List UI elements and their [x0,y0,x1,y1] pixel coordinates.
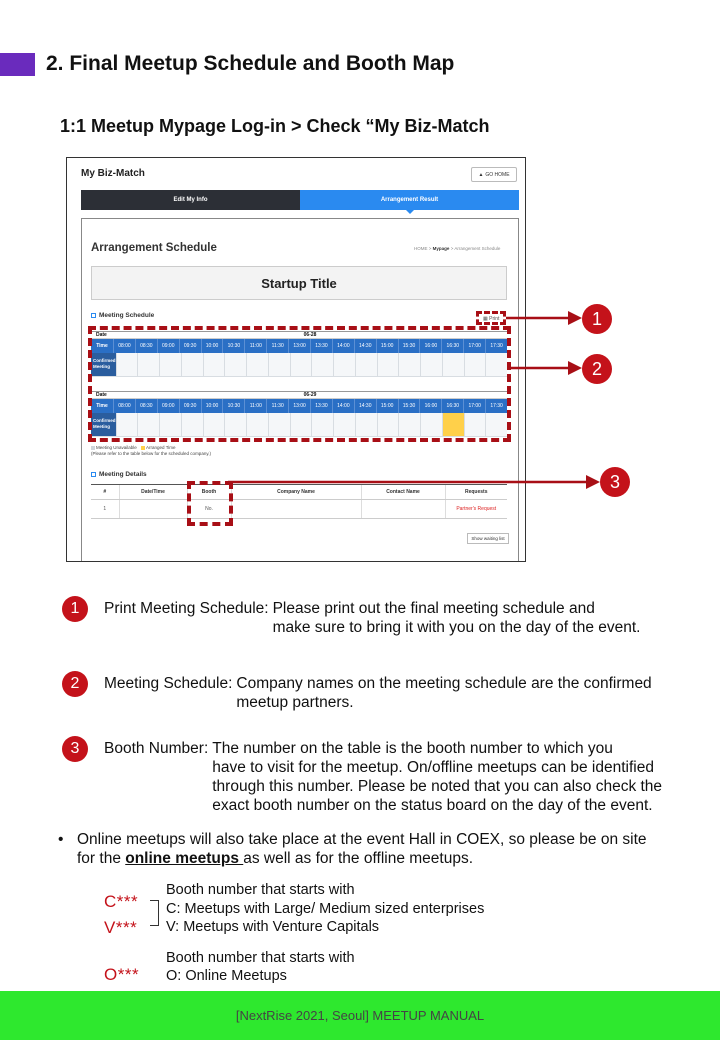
col-booth: Booth [187,485,231,500]
bullet-line-1: Online meetups will also take place at the event Hall in COEX, so please be on site [77,831,647,848]
date-label: Date [96,392,107,398]
arrangement-heading: Arrangement Schedule [91,242,217,254]
callout-3: 3 [600,467,630,497]
time-slot-header: 10:00 [201,339,223,353]
bullet-text: as well as for the offline meetups. [243,850,474,867]
schedule-legend [91,445,211,457]
time-slot-header: 16:00 [419,399,441,413]
booth-v-text: V: Meetups with Venture Capitals [166,919,380,935]
note-line: make sure to bring it with you on the day of the event. [272,619,641,636]
tab-edit-info[interactable]: Edit My Info [81,190,300,210]
note-key: Print Meeting Schedule: [104,600,269,617]
cell-datetime [119,500,187,519]
legend-note: (Please refer to the table below for the scheduled company.) [91,451,211,456]
time-slot-header: 11:30 [266,399,288,413]
time-slot-header: 11:00 [244,399,266,413]
print-label: Print [489,316,500,322]
time-slot-header: 14:00 [332,399,354,413]
booth-intro-2: Booth number that starts with [166,950,355,966]
time-slot-header: 10:30 [222,399,244,413]
bullet-dot: • [58,831,64,848]
go-home-button[interactable] [471,167,517,182]
square-bullet-icon [91,472,96,477]
meeting-details-table [91,484,507,519]
note-line: exact booth number on the status board on the day of the event. [212,797,653,814]
unavailable-swatch [91,446,95,450]
breadcrumb-sep: > [450,246,454,251]
note-line: Please print out the final meeting schedule and [272,600,595,617]
time-slot-header: 14:30 [354,399,376,413]
tab-arrangement-result[interactable]: Arrangement Result [300,190,519,210]
note-line: meetup partners. [236,694,354,711]
cell-booth: No. [187,500,231,519]
time-slot-header: 16:30 [441,339,463,353]
time-slot-header: 17:00 [463,399,485,413]
booth-c-text: C: Meetups with Large/ Medium sized enterprises [166,901,485,917]
print-highlight-box [476,311,506,325]
meeting-details-label: Meeting Details [99,471,147,478]
booth-intro-1: Booth number that starts with [166,882,355,898]
confirmed-meeting-label: Confirmed Meeting [91,413,116,437]
time-slot-header: 14:30 [354,339,376,353]
legend-arranged: Arranged Time [146,445,176,450]
col-datetime: Date/Time [119,485,187,500]
time-slot-header: 17:30 [485,339,507,353]
code-o: O*** [104,965,140,984]
note-line: Company names on the meeting schedule are the confirmed [236,675,652,692]
time-slot-header: 13:00 [288,399,310,413]
note-key: Booth Number: [104,740,209,757]
note-line: The number on the table is the booth number to which you [212,740,613,757]
arranged-swatch [141,446,145,450]
callout-arrowhead-3 [586,475,600,489]
col-requests: Requests [445,485,507,500]
time-slot-header: 13:00 [288,339,310,353]
time-slot-header: 09:00 [157,399,179,413]
note-line: through this number. Please be noted that you can also check the [212,778,663,795]
time-slot-header: 08:00 [113,339,135,353]
time-slot-header: 08:00 [113,399,135,413]
partner-request-link[interactable]: Partner's Request [445,500,507,519]
time-slot-header: 17:00 [463,339,485,353]
callout-arrowhead-1 [568,311,582,325]
bullet-text: for the [77,850,126,867]
note-number-1: 1 [62,596,88,622]
startup-title: Startup Title [91,266,507,300]
time-slot-header: 09:00 [157,339,179,353]
col-number: # [91,485,119,500]
meeting-schedule-heading [91,312,154,319]
cell-number: 1 [91,500,119,519]
col-company: Company Name [231,485,361,500]
time-slot-header: 08:30 [135,339,157,353]
time-slot-header: 10:30 [222,339,244,353]
cell-company [231,500,361,519]
meeting-details-heading [91,471,147,478]
time-slot-header: 16:30 [441,399,463,413]
callout-1: 1 [582,304,612,334]
schedule-highlight-box [88,326,511,442]
breadcrumb-mypage[interactable]: Mypage [432,246,450,251]
time-slot-header: 16:00 [419,339,441,353]
brand-label: My Biz-Match [81,168,145,179]
code-c: C*** [104,892,139,911]
confirmed-meeting-label: Confirmed Meeting [91,353,116,377]
booth-highlight-box [187,481,233,526]
date-value: 06-29 [303,392,317,398]
print-icon: ▦ [483,316,488,322]
sub-title: 1:1 Meetup Mypage Log-in > Check “My Biz-Match [60,116,490,136]
go-home-label: GO HOME [485,171,510,178]
time-slot-header: 17:30 [485,399,507,413]
time-label: Time [96,343,108,349]
time-slot-header: 15:00 [376,399,398,413]
time-label: Time [96,403,108,409]
col-contact: Contact Name [361,485,445,500]
time-slot-header: 13:30 [310,339,332,353]
bracket-shape [150,900,159,926]
time-slot-header: 13:30 [310,399,332,413]
time-slot-header: 10:00 [201,399,223,413]
breadcrumb-current: Arrangement Schedule [454,246,501,251]
show-waiting-list-button[interactable]: Show waiting list [467,533,509,544]
section-accent-bar [0,53,35,76]
time-slot-header: 09:30 [179,339,201,353]
note-line: have to visit for the meetup. On/offline meetups can be identified [212,759,654,776]
callout-2: 2 [582,354,612,384]
date-label: Date [96,332,107,338]
square-bullet-icon [91,313,96,318]
time-slot-header: 08:30 [135,399,157,413]
callout-arrowhead-2 [568,361,582,375]
breadcrumb-home[interactable]: HOME [414,246,428,251]
time-slot-header: 15:30 [398,399,420,413]
breadcrumb-sep: > [428,246,432,251]
online-meetups-emphasis: online meetups [125,850,244,867]
date-value: 06-28 [303,332,317,338]
note-number-3: 3 [62,736,88,762]
time-slot-header: 15:30 [398,339,420,353]
footer-banner: [NextRise 2021, Seoul] MEETUP MANUAL [0,991,720,1040]
cell-contact [361,500,445,519]
note-key: Meeting Schedule: [104,675,233,692]
time-slot-header: 09:30 [179,399,201,413]
code-v: V*** [104,918,138,937]
time-slot-header: 15:00 [376,339,398,353]
table-row [91,500,507,519]
breadcrumb [414,246,500,251]
bullet-line-2 [77,849,473,868]
note-number-2: 2 [62,671,88,697]
note-booth [104,739,662,815]
note-print [104,599,640,637]
mypage-tabs [81,190,519,210]
section-title: 2. Final Meetup Schedule and Booth Map [46,52,455,75]
home-icon: ▲ [478,171,484,178]
time-slot-header: 11:00 [244,339,266,353]
legend-unavailable: Meeting Unavailable [96,445,137,450]
time-slot-header: 11:30 [266,339,288,353]
time-slot-header: 14:00 [332,339,354,353]
details-header-row [91,485,507,500]
booth-o-text: O: Online Meetups [166,968,287,984]
note-schedule [104,674,652,712]
meeting-schedule-label: Meeting Schedule [99,312,155,319]
